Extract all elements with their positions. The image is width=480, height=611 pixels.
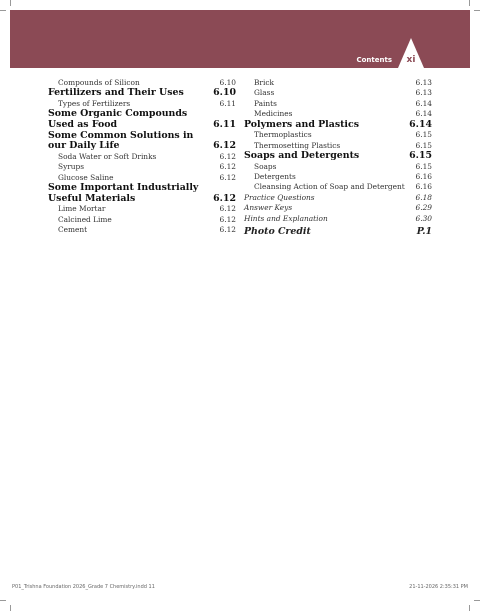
toc-entry-page: 6.16	[415, 182, 432, 192]
toc-entry	[48, 225, 236, 235]
toc-entry-title: Answer Keys	[244, 203, 293, 213]
toc-entry-page: 6.15	[415, 140, 432, 150]
toc-entry-page: 6.30	[415, 213, 432, 223]
toc-entry-title: Medicines	[254, 109, 293, 119]
crop-mark	[474, 10, 480, 11]
toc-entry	[48, 109, 236, 130]
toc-entry-title: Soda Water or Soft Drinks	[58, 151, 157, 161]
toc-entry	[48, 183, 236, 204]
toc-entry-page: P.1	[416, 226, 432, 238]
toc-entry-page: 6.13	[415, 78, 432, 87]
toc-entry-page: 6.11	[213, 119, 236, 130]
toc-entry	[244, 182, 432, 192]
toc-entry-title: Polymers and Plastics	[244, 118, 359, 130]
toc-entry-page: 6.12	[219, 225, 236, 234]
page-number: xi	[406, 55, 416, 65]
crop-mark	[10, 605, 11, 611]
toc-entry	[244, 120, 432, 131]
crop-mark	[0, 10, 6, 11]
toc-entry	[48, 162, 236, 172]
toc-entry-title: Glass	[254, 88, 275, 98]
toc-entry-page: 6.12	[219, 151, 236, 161]
toc-entry-title: Detergents	[254, 172, 296, 182]
toc-entry-title: Thermoplastics	[254, 130, 312, 140]
toc-entry-page: 6.18	[415, 192, 432, 202]
toc-entry	[244, 99, 432, 109]
crop-mark	[10, 0, 11, 6]
toc-entry-page: 6.15	[415, 130, 432, 140]
toc-entry-title: Cleansing Action of Soap and Detergent	[254, 182, 405, 192]
header-label: Contents	[356, 56, 392, 64]
toc-entry	[244, 130, 432, 140]
toc-entry-title: Practice Questions	[244, 192, 315, 202]
toc-entry-page: 6.11	[219, 99, 236, 108]
toc-entry-page: 6.10	[213, 87, 236, 99]
toc-entry-page: 6.14	[409, 118, 432, 130]
toc-entry-title: Hints and Explanation	[244, 213, 328, 223]
toc-entry-page: 6.12	[219, 172, 236, 182]
toc-entry-title: Some Important Industrially Useful Materials	[48, 182, 199, 204]
toc-entry-title: Calcined Lime	[58, 214, 112, 224]
toc-entry-title: Syrups	[58, 162, 85, 172]
toc-entry-page: 6.12	[219, 162, 236, 172]
toc-entry-title: Lime Mortar	[58, 204, 106, 214]
toc-entry-page: 6.13	[415, 88, 432, 98]
toc-entry	[48, 204, 236, 214]
toc-entry-page: 6.12	[213, 192, 236, 204]
toc-entry	[244, 88, 432, 98]
toc-entry	[244, 162, 432, 172]
toc-entry-title: Compounds of Silicon	[58, 78, 140, 87]
toc-entry	[244, 172, 432, 182]
toc-entry	[244, 226, 432, 238]
toc-entry	[48, 215, 236, 225]
toc-entry	[48, 88, 236, 99]
toc-entry-title: Some Organic Compounds Used as Food	[48, 108, 188, 130]
crop-mark	[469, 605, 470, 611]
toc-entry-page: 6.12	[219, 214, 236, 224]
toc-entry-title: Fertilizers and Their Uses	[48, 87, 184, 99]
toc-entry-title: Photo Credit	[244, 226, 311, 238]
toc-entry-title: Some Common Solutions in our Daily Life	[48, 129, 194, 152]
toc-left-column	[48, 78, 236, 235]
toc-entry	[244, 193, 432, 203]
toc-entry	[244, 203, 432, 213]
toc-entry-page: 6.14	[415, 98, 432, 108]
toc-entry-title: Paints	[254, 98, 277, 108]
crop-mark	[474, 600, 480, 601]
toc-entry-title: Cement	[58, 225, 88, 234]
toc-right-column	[244, 78, 432, 238]
toc-entry	[244, 78, 432, 88]
toc-entry-page: 6.10	[219, 78, 236, 87]
toc-entry-title: Soaps and Detergents	[244, 150, 360, 162]
crop-mark	[469, 0, 470, 6]
toc-entry-page: 6.29	[415, 203, 432, 213]
footer-timestamp: 21-11-2026 2:35:31 PM	[409, 584, 468, 590]
toc-entry-page: 6.16	[415, 172, 432, 182]
crop-mark	[0, 600, 6, 601]
toc-entry-page: 6.15	[409, 150, 432, 162]
toc-entry	[48, 131, 236, 152]
toc-entry-title: Brick	[254, 78, 274, 87]
toc-entry-page: 6.15	[415, 161, 432, 171]
toc-entry-title: Soaps	[254, 161, 277, 171]
toc-entry-page: 6.12	[219, 204, 236, 214]
toc-entry-page: 6.12	[213, 140, 236, 152]
toc-entry	[244, 151, 432, 162]
toc-entry-title: Thermosetting Plastics	[254, 140, 341, 150]
toc-entry-page: 6.14	[415, 109, 432, 119]
toc-entry-title: Types of Fertilizers	[58, 99, 131, 108]
toc-entry-title: Glucose Saline	[58, 172, 114, 182]
toc-entry	[244, 214, 432, 224]
toc-entry	[48, 152, 236, 162]
footer-filename: P01_Trishna Foundation 2026_Grade 7 Chemistry.indd 11	[12, 584, 155, 590]
